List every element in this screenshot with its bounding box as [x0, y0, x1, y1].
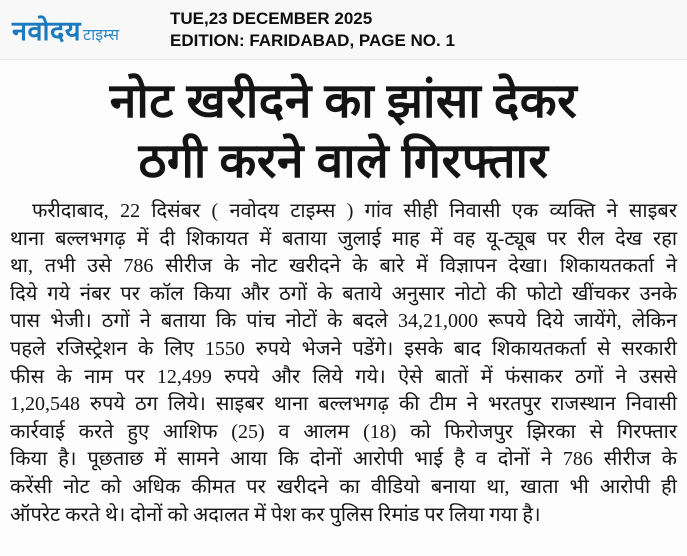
edition-line: EDITION: FARIDABAD, PAGE NO. 1	[170, 30, 455, 50]
logo-primary-text: नवोदय	[12, 16, 81, 46]
body-line: थाना बल्लभगढ़ में दी शिकायत में बताया जुलाई माह में वह यू-ट्यूब पर रील देख रहा	[10, 227, 677, 250]
masthead-header	[0, 0, 687, 60]
body-line: पहले रजिस्ट्रेशन के लिए 1550 रुपये भेजने पडेंगे। इसके बाद शिकायतकर्ता से सरकारी	[10, 337, 677, 360]
article-body	[10, 198, 677, 529]
body-line: 1,20,548 रुपये ठग लिये। साइबर थाना बल्लभगढ़ की टीम ने भरतपुर राजस्थान निवासी	[10, 393, 677, 416]
edition-info	[170, 8, 455, 52]
body-line: करेंसी नोट को अधिक कीमत पर खरीदने का वीडियो बनाया था, खाता भी आरोपी ही	[10, 475, 677, 498]
newspaper-logo	[0, 11, 164, 48]
body-line: कार्रवाई करते हुए आशिफ (25) व आलम (18) को फिरोजपुर झिरका से गिरफ्तार	[10, 420, 677, 443]
body-line: ऑपरेट करते थे। दोनों को अदालत में पेश कर पुलिस रिमांड पर लिया गया है।	[10, 503, 541, 526]
body-line: था, तभी उसे 786 सीरीज के नोट खरीदने के बारे में विज्ञापन देखा। शिकायतकर्ता ने	[10, 255, 677, 278]
headline-line-2: ठगी करने वाले गिरफ्तार	[138, 135, 549, 188]
body-line: फरीदाबाद, 22 दिसंबर ( नवोदय टाइम्स ) गांव सीही निवासी एक व्यक्ति ने साइबर	[32, 200, 677, 222]
article-headline	[8, 72, 679, 192]
headline-line-1: नोट खरीदने का झांसा देकर	[109, 75, 578, 128]
body-line: दिये गये नंबर पर कॉल किया और ठगों के बताये अनुसार नोटो की फोटो खींचकर उनके	[10, 282, 677, 305]
body-line: किया है। पूछताछ में सामने आया कि दोनों आरोपी भाई है व दोनों ने 786 सीरीज के	[10, 448, 677, 471]
body-line: पास भेजी। ठगों ने बताया कि पांच नोटों के बदले 34,21,000 रूपये दिये जायेंगे, लेकिन	[10, 310, 677, 333]
body-line: फीस के नाम पर 12,499 रुपये और लिये गये। ऐसे बातों में फंसाकर ठगों ने उससे	[10, 365, 677, 388]
logo-secondary-text: टाइम्स	[83, 27, 120, 44]
date-line: TUE,23 DECEMBER 2025	[170, 8, 373, 28]
